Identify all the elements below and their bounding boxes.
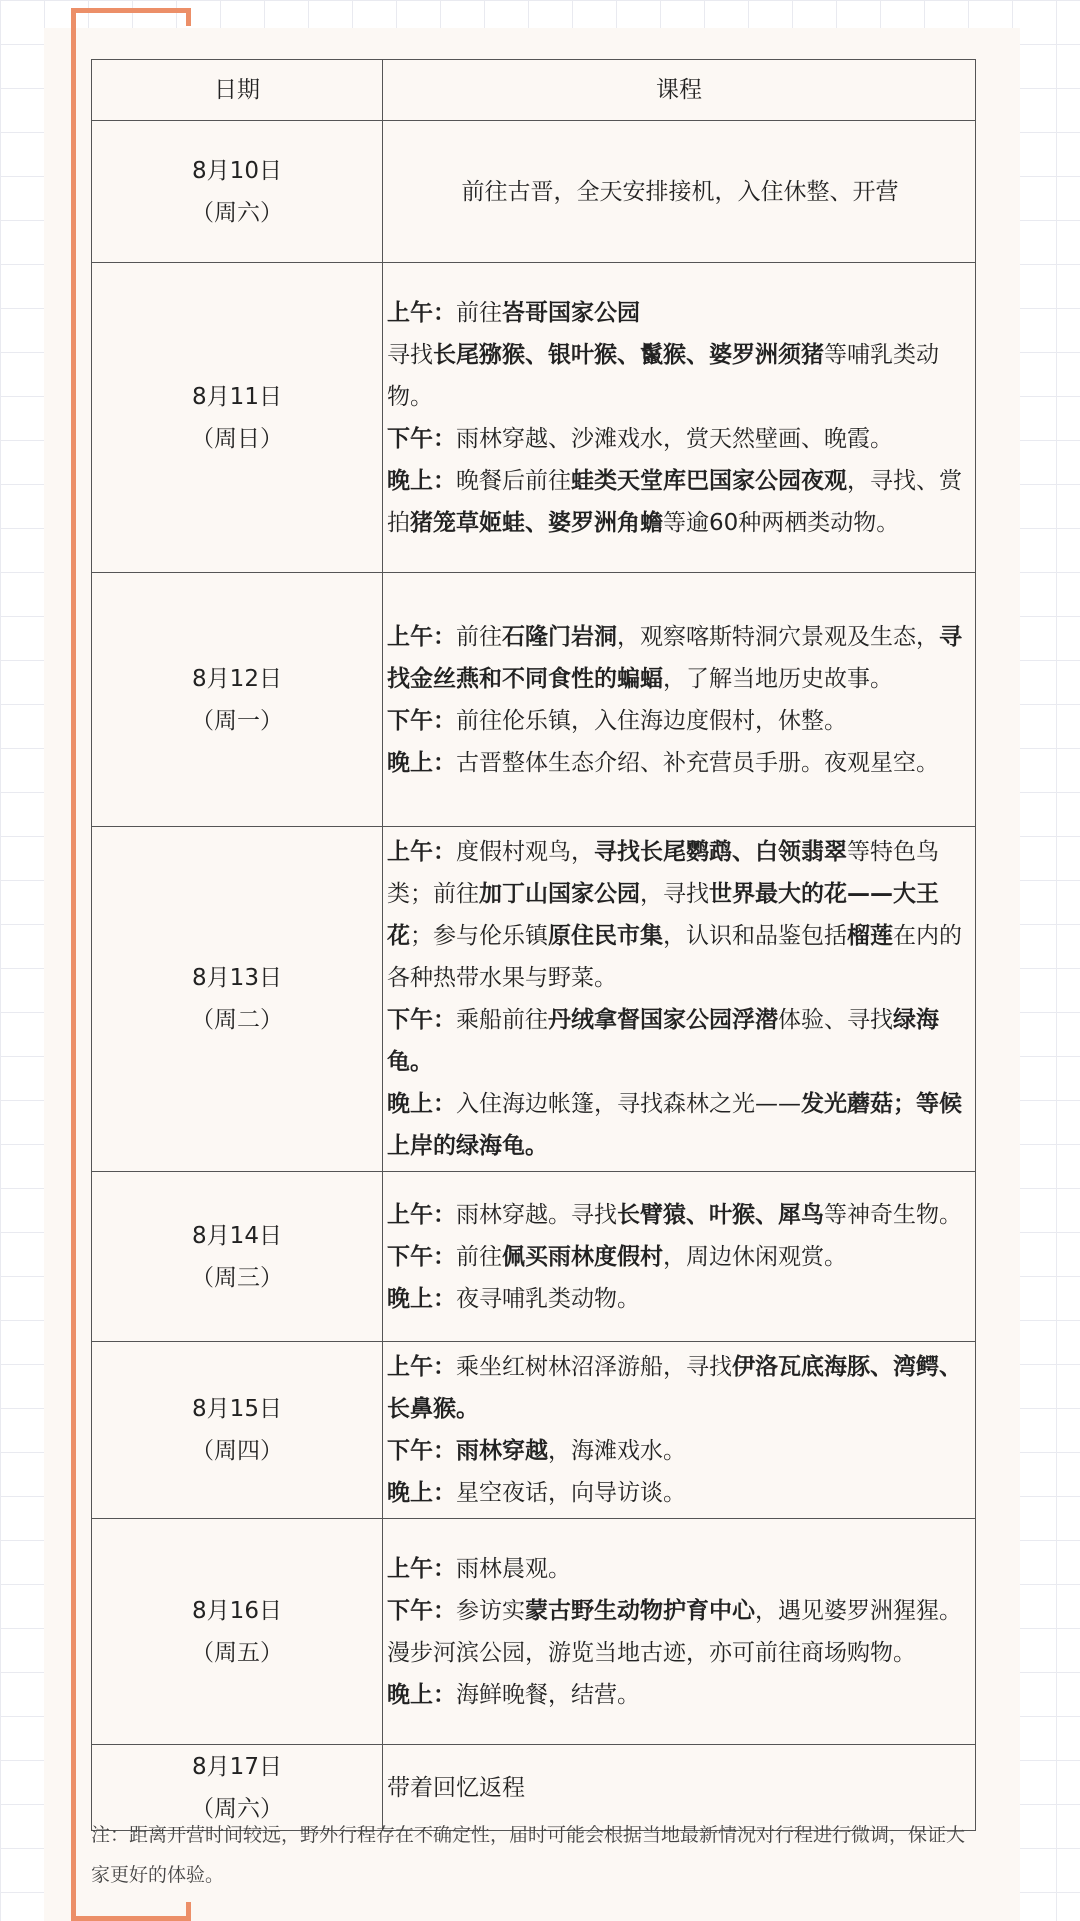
course-text: 雨林穿越、沙滩戏水，赏天然壁画、晚霞。: [456, 425, 893, 452]
course-text: 古晋整体生态介绍、补充营员手册。夜观星空。: [456, 749, 939, 776]
weekday-text: （周六）: [191, 199, 283, 226]
course-paragraph: [387, 334, 973, 418]
emphasis-text: 上午：: [387, 299, 456, 326]
itinerary-table: [91, 59, 976, 1831]
course-text: 雨林穿越。寻找: [456, 1201, 617, 1228]
emphasis-text: 寻找长尾鹦鹉、白领翡翠: [594, 839, 847, 865]
emphasis-text: 雨林穿越: [456, 1438, 548, 1464]
course-text: 带着回忆返程: [387, 1774, 525, 1801]
table-row: [92, 573, 976, 827]
emphasis-text: 峇哥国家公园: [502, 299, 640, 326]
emphasis-text: 佩买雨林度假村: [502, 1243, 663, 1270]
emphasis-text: 晚上：: [387, 1480, 456, 1506]
date-cell: [92, 573, 383, 827]
weekday-text: （周二）: [191, 1007, 283, 1033]
date-text: 8月13日: [192, 965, 282, 991]
course-paragraph: [387, 700, 973, 742]
course-paragraph: [387, 1674, 973, 1716]
course-paragraph: [387, 742, 973, 784]
emphasis-text: 晚上：: [387, 1091, 456, 1117]
emphasis-text: 上午：: [387, 623, 456, 650]
frame-top-border: [71, 8, 191, 13]
emphasis-text: 下午：: [387, 707, 456, 734]
course-text: ，海滩戏水。: [548, 1438, 686, 1464]
frame-top-stub: [186, 8, 191, 26]
frame-left-border: [71, 8, 76, 1921]
emphasis-text: 发光蘑菇；等候上岸的绿海龟。: [387, 1091, 962, 1159]
course-text: 体验、寻找: [778, 1007, 893, 1033]
emphasis-text: 世界最大的花——大王花: [387, 881, 939, 949]
course-paragraph: [387, 1236, 973, 1278]
emphasis-text: 猪笼草姬蛙、婆罗洲角蟾: [410, 509, 663, 536]
course-column-header: 课程: [383, 60, 976, 121]
course-text: 晚餐后前往: [456, 467, 571, 494]
emphasis-text: 蒙古野生动物护育中心: [525, 1597, 755, 1624]
emphasis-text: 下午：: [387, 1007, 456, 1033]
course-text: 乘船前往: [456, 1007, 548, 1033]
date-text: 8月10日: [192, 157, 282, 184]
date-text: 8月11日: [192, 383, 282, 410]
course-paragraph: [387, 616, 973, 700]
weekday-text: （周六）: [191, 1795, 283, 1822]
course-text: 夜寻哺乳类动物。: [456, 1285, 640, 1312]
table-row: [92, 827, 976, 1172]
emphasis-text: 加丁山国家公园: [479, 881, 640, 907]
course-text: ，了解当地历史故事。: [663, 665, 893, 692]
course-paragraph: [387, 460, 973, 544]
course-cell: [383, 263, 976, 573]
table-header-row: [92, 60, 976, 121]
table-row: [92, 263, 976, 573]
course-text: 等逾60种两栖类动物。: [663, 509, 900, 536]
course-text: ，认识和品鉴包括: [663, 923, 847, 949]
course-paragraph: [387, 1083, 973, 1167]
emphasis-text: 下午：: [387, 1243, 456, 1270]
emphasis-text: 晚上：: [387, 1285, 456, 1312]
table-row: [92, 1172, 976, 1342]
emphasis-text: 原住民市集: [548, 923, 663, 949]
date-text: 8月14日: [192, 1222, 282, 1249]
course-paragraph: [387, 1767, 973, 1809]
weekday-text: （周日）: [191, 425, 283, 452]
date-cell: [92, 1172, 383, 1342]
course-text: 前往: [456, 1243, 502, 1270]
date-text: 8月16日: [192, 1597, 282, 1624]
date-text: 8月17日: [192, 1753, 282, 1780]
course-cell: [383, 121, 976, 263]
weekday-text: （周五）: [191, 1639, 283, 1666]
course-text: 星空夜话，向导访谈。: [456, 1480, 686, 1506]
course-text: 雨林晨观。: [456, 1555, 571, 1582]
emphasis-text: 上午：: [387, 839, 456, 865]
course-paragraph: [387, 1430, 973, 1472]
course-cell: [383, 1342, 976, 1519]
course-paragraph: [387, 831, 973, 999]
emphasis-text: 丹绒拿督国家公园浮潜: [548, 1007, 778, 1033]
emphasis-text: 上午：: [387, 1354, 456, 1380]
course-text: ，寻找: [640, 881, 709, 907]
emphasis-text: 长臂猿、叶猴、犀鸟: [617, 1201, 824, 1228]
emphasis-text: 晚上：: [387, 467, 456, 494]
course-text: 等特色鸟类；前往: [387, 839, 939, 907]
date-cell: [92, 121, 383, 263]
date-text: 8月15日: [192, 1396, 282, 1422]
date-text: 8月12日: [192, 665, 282, 692]
emphasis-text: 伊洛瓦底海豚、湾鳄、长鼻猴。: [387, 1354, 962, 1422]
course-paragraph: [387, 1346, 973, 1430]
course-text: ；参与伦乐镇: [410, 923, 548, 949]
course-text: ，遇见婆罗洲猩猩。漫步河滨公园，游览当地古迹，亦可前往商场购物。: [387, 1597, 962, 1666]
course-text: ，寻找、赏拍: [387, 467, 962, 536]
emphasis-text: 上午：: [387, 1201, 456, 1228]
course-paragraph: [387, 292, 973, 334]
itinerary-body: [92, 121, 976, 1831]
emphasis-text: 下午：: [387, 425, 456, 452]
table-row: [92, 1342, 976, 1519]
course-cell: [383, 827, 976, 1172]
course-text: 在内的各种热带水果与野菜。: [387, 923, 962, 991]
course-text: 参访实: [456, 1597, 525, 1624]
date-cell: [92, 1519, 383, 1745]
course-text: 海鲜晚餐，结营。: [456, 1681, 640, 1708]
date-column-header: 日期: [92, 60, 383, 121]
emphasis-text: 蛙类天堂库巴国家公园夜观: [571, 467, 847, 494]
frame-bottom-stub: [186, 1902, 191, 1920]
emphasis-text: 绿海龟。: [387, 1007, 939, 1075]
emphasis-text: 上午：: [387, 1555, 456, 1582]
weekday-text: （周四）: [191, 1438, 283, 1464]
emphasis-text: 下午：: [387, 1438, 456, 1464]
course-text: 乘坐红树林沼泽游船，寻找: [456, 1354, 732, 1380]
weekday-text: （周一）: [191, 707, 283, 734]
course-text: 等神奇生物。: [824, 1201, 962, 1228]
course-paragraph: [387, 1278, 973, 1320]
course-text: ，周边休闲观赏。: [663, 1243, 847, 1270]
emphasis-text: 寻找金丝燕和不同食性的蝙蝠: [387, 623, 962, 692]
table-row: [92, 121, 976, 263]
course-paragraph: [387, 1548, 973, 1590]
course-text: 前往古晋，全天安排接机，入住休整、开营: [461, 178, 899, 205]
course-text: 入住海边帐篷，寻找森林之光——: [456, 1091, 801, 1117]
course-text: 等哺乳类动物。: [387, 341, 939, 410]
course-paragraph: [387, 418, 973, 460]
footnote: 注：距离开营时间较远，野外行程存在不确定性，届时可能会根据当地最新情况对行程进行微调，保证大家更好的体验。: [91, 1824, 966, 1886]
course-cell: [383, 573, 976, 827]
course-text: 前往: [456, 623, 502, 650]
date-cell: [92, 1342, 383, 1519]
date-cell: [92, 827, 383, 1172]
course-cell: [383, 1172, 976, 1342]
emphasis-text: 榴莲: [847, 923, 893, 949]
emphasis-text: 晚上：: [387, 1681, 456, 1708]
table-row: [92, 1519, 976, 1745]
course-paragraph: [387, 1590, 973, 1674]
emphasis-text: 晚上：: [387, 749, 456, 776]
course-text: 度假村观鸟，: [456, 839, 594, 865]
emphasis-text: 石隆门岩洞: [502, 623, 617, 650]
emphasis-text: 长尾猕猴、银叶猴、鬣猴、婆罗洲须猪: [433, 341, 824, 368]
course-paragraph: [387, 999, 973, 1083]
emphasis-text: 下午：: [387, 1597, 456, 1624]
course-text: 寻找: [387, 341, 433, 368]
course-paragraph: [387, 1472, 973, 1514]
course-text: 前往: [456, 299, 502, 326]
weekday-text: （周三）: [191, 1264, 283, 1291]
course-paragraph: [387, 1194, 973, 1236]
course-cell: [383, 1519, 976, 1745]
course-text: 前往伦乐镇，入住海边度假村，休整。: [456, 707, 847, 734]
date-cell: [92, 263, 383, 573]
frame-bottom-border: [71, 1916, 191, 1921]
course-text: ，观察喀斯特洞穴景观及生态，: [617, 623, 939, 650]
course-paragraph: [387, 171, 973, 213]
